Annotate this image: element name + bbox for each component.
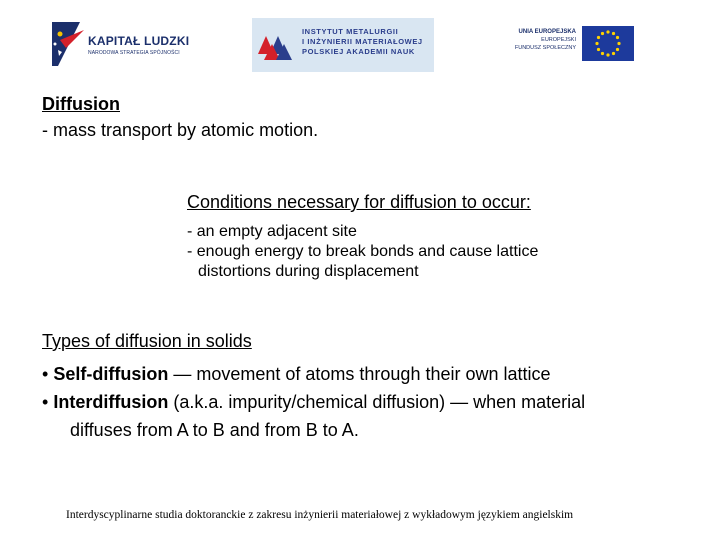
institute-line-2: I INŻYNIERII MATERIAŁOWEJ (302, 37, 423, 46)
interdiffusion-desc-continued: diffuses from A to B and from B to A. (70, 420, 359, 440)
condition-empty-site: - an empty adjacent site (187, 223, 357, 240)
kapital-ludzki-subtitle: NARODOWA STRATEGIA SPÓJNOŚCI (88, 50, 180, 56)
eu-line-2: EUROPEJSKI (541, 37, 576, 43)
interdiffusion-desc: (a.k.a. impurity/chemical diffusion) — when material (173, 392, 586, 412)
types-title: Types of diffusion in solids (42, 331, 252, 351)
bullet: • (42, 392, 49, 412)
institute-line-3: POLSKIEJ AKADEMII NAUK (302, 47, 415, 56)
institute-logo (252, 18, 434, 72)
eu-stars-icon (582, 26, 634, 61)
logo-bar (0, 0, 720, 85)
slide-heading: Diffusion (42, 94, 120, 114)
self-diffusion-term: Self-diffusion (53, 364, 169, 384)
conditions-title: Conditions necessary for diffusion to occur: (187, 192, 531, 212)
eu-line-3: FUNDUSZ SPOŁECZNY (514, 45, 576, 51)
condition-energy-continued: distortions during displacement (198, 263, 419, 280)
kapital-ludzki-logo (50, 20, 200, 68)
kapital-ludzki-title: KAPITAŁ LUDZKI (88, 34, 190, 48)
condition-energy: - enough energy to break bonds and cause lattice (187, 243, 539, 260)
conditions-list (187, 222, 538, 282)
bullet: • (42, 364, 49, 384)
self-diffusion-desc: — movement of atoms through their own lattice (173, 364, 551, 384)
types-list (42, 360, 712, 444)
kapital-ludzki-emblem (50, 20, 86, 68)
institute-line-1: INSTYTUT METALURGII (302, 27, 399, 36)
eu-line-1: UNIA EUROPEJSKA (518, 29, 576, 35)
eu-text (515, 28, 576, 52)
eu-logo (498, 26, 634, 62)
eu-flag (582, 26, 634, 61)
footer-text: Interdyscyplinarne studia doktoranckie z zakresu inżynierii materiałowej z wykładowym językiem angielskim (66, 509, 574, 521)
institute-name (302, 27, 432, 57)
interdiffusion-item (42, 388, 712, 416)
diffusion-definition: - mass transport by atomic motion. (42, 120, 319, 140)
institute-emblem (256, 26, 296, 64)
interdiffusion-term: Interdiffusion (53, 392, 169, 412)
self-diffusion-item (42, 360, 712, 388)
